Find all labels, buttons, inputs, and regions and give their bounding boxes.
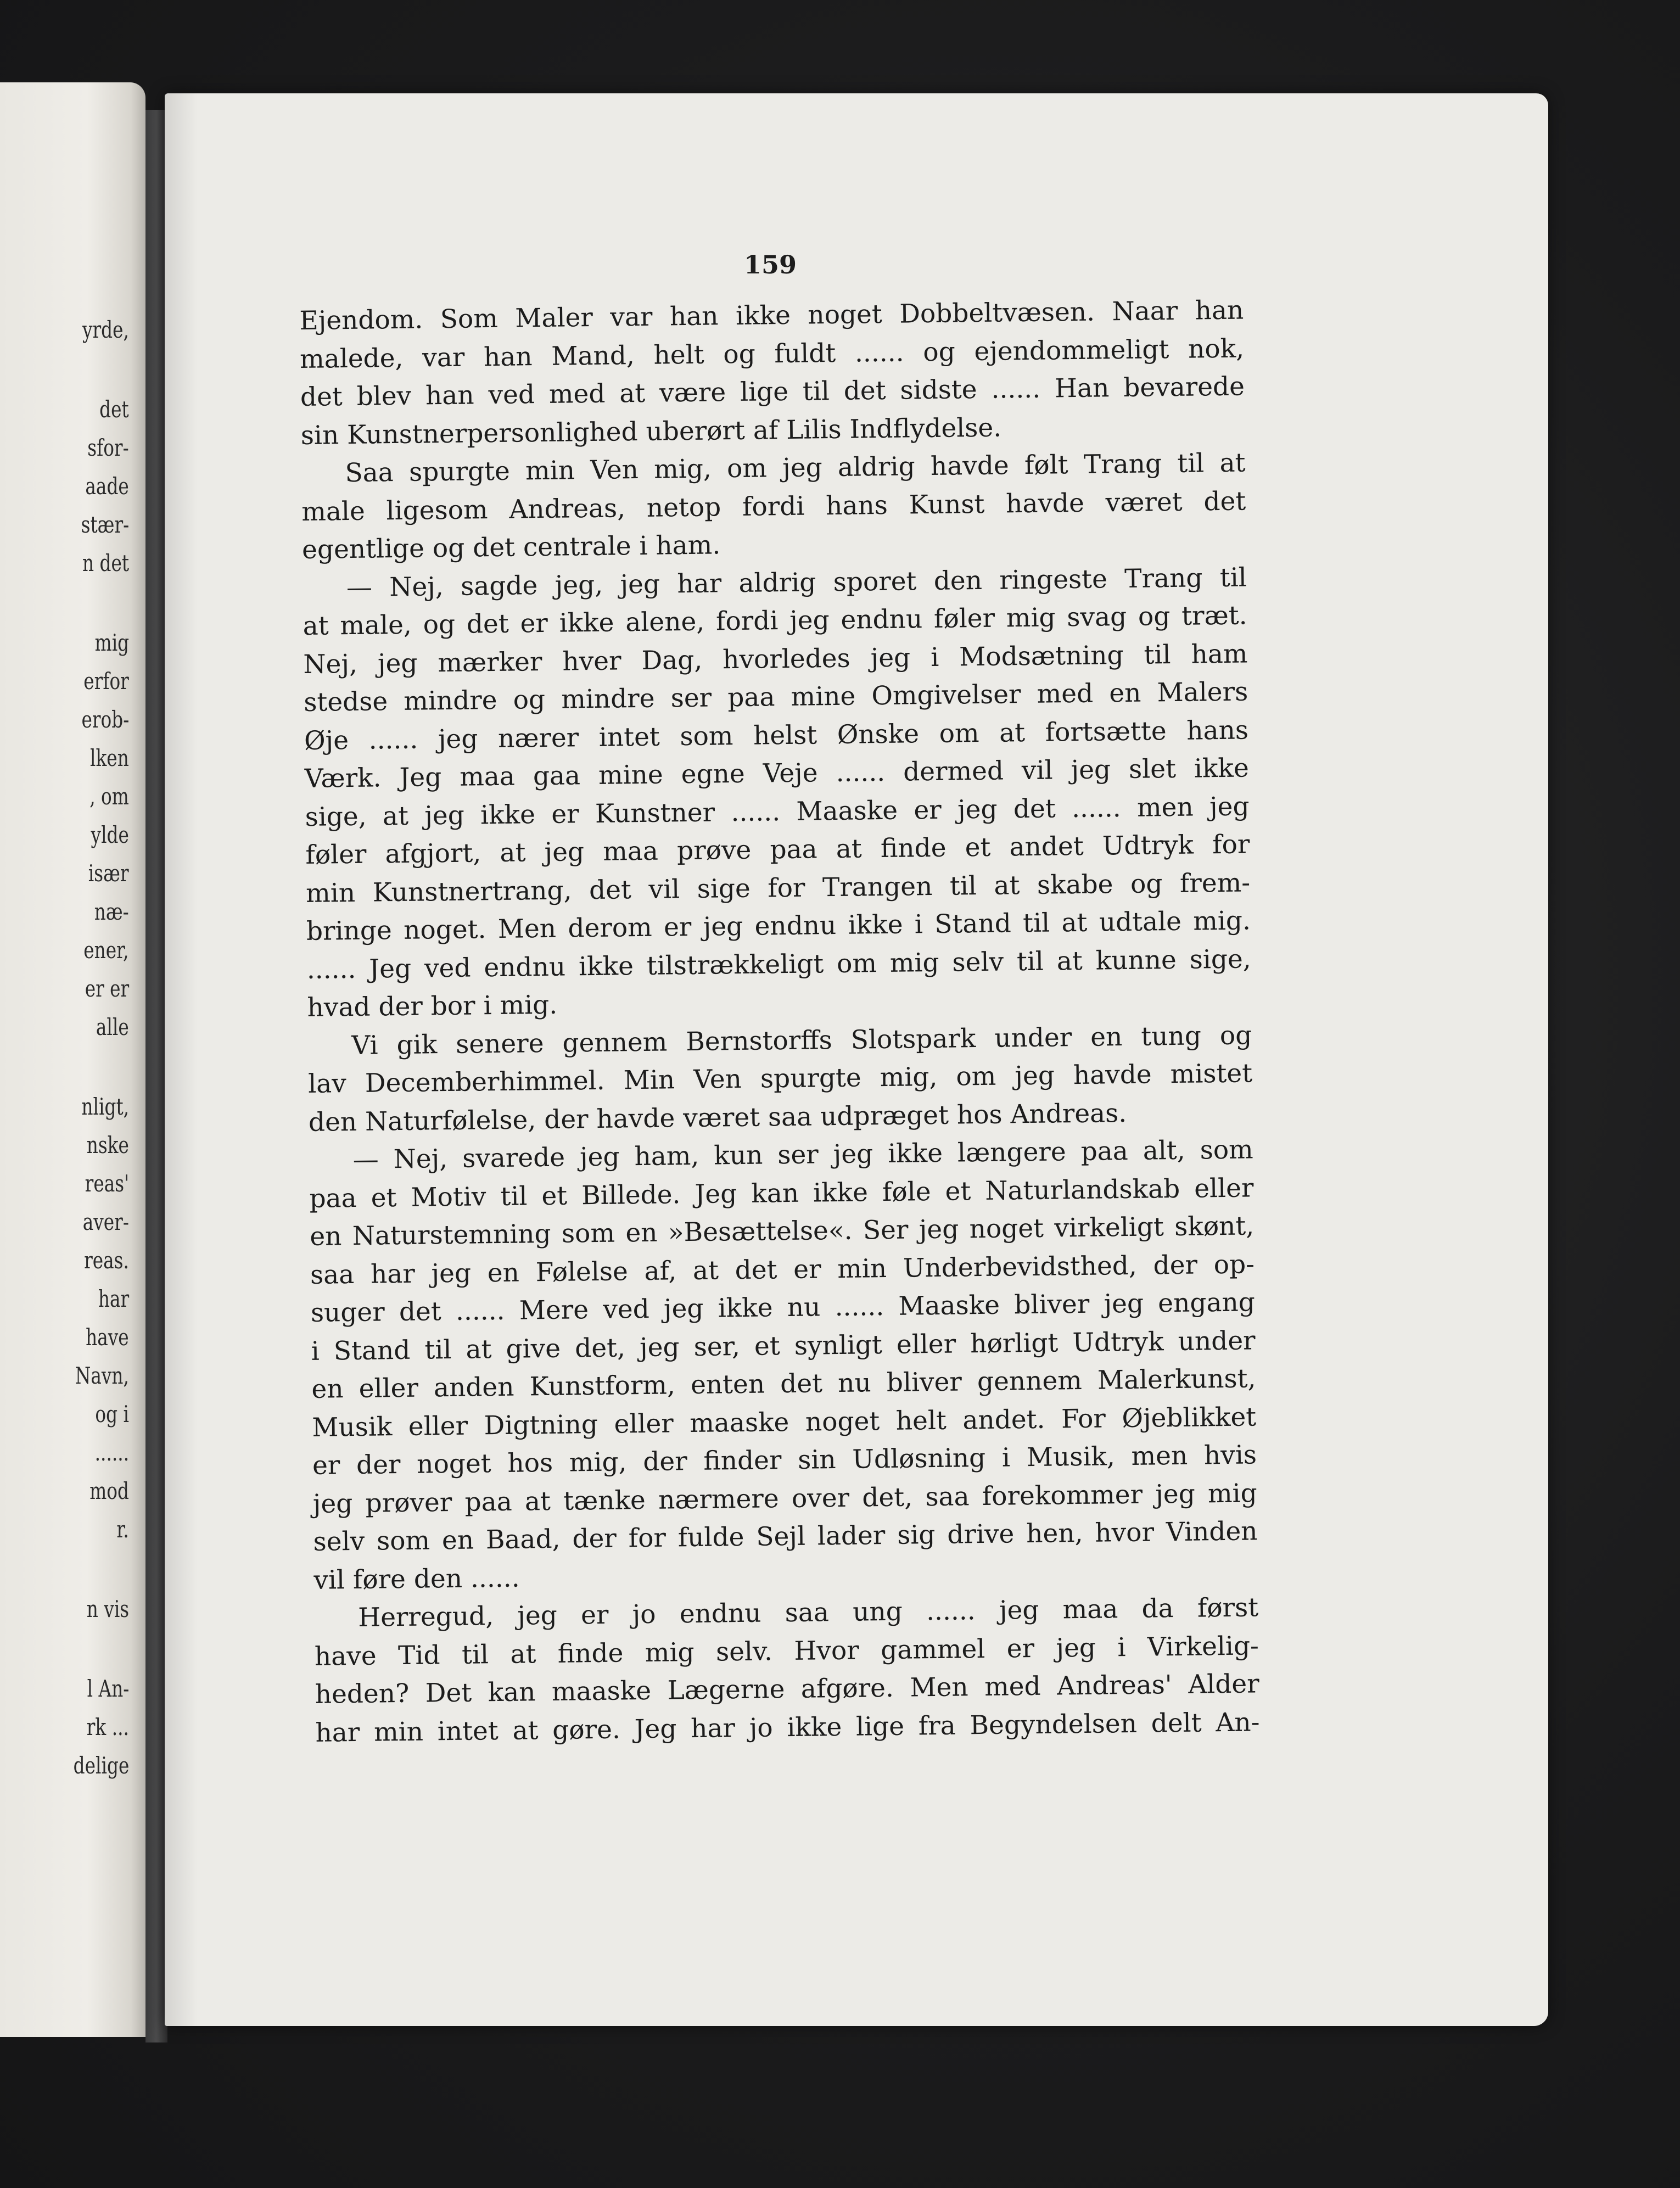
left-page-fragment: reas. — [84, 1247, 129, 1274]
text-line: have Tid til at finde mig selv. Hvor gammel er jeg i Virkelig- — [314, 1630, 1259, 1672]
left-page-fragment: erob- — [81, 706, 129, 733]
text-line: at male, og det er ikke alene, fordi jeg endnu føler mig svag og træt. — [303, 600, 1247, 641]
left-page-fragment: nske — [86, 1132, 129, 1159]
left-page-fragment: l An- — [87, 1675, 129, 1702]
left-page-fragment: n det — [82, 550, 129, 577]
text-line: sin Kunstnerpersonlighed uberørt af Lilis Indflydelse. — [300, 412, 1002, 451]
book-spine — [145, 110, 167, 2042]
text-line: egentlige og det centrale i ham. — [301, 530, 721, 565]
text-line: en eller anden Kunstform, enten det nu bliver gennem Malerkunst, — [311, 1363, 1256, 1404]
left-page-fragment: næ- — [94, 898, 129, 925]
text-line: den Naturfølelse, der havde været saa udpræget hos Andreas. — [308, 1098, 1127, 1138]
left-page-fragment: erfor — [83, 668, 129, 695]
left-page-fragment: yrde, — [82, 316, 129, 343]
text-line: — Nej, sagde jeg, jeg har aldrig sporet den ringeste Trang til — [346, 562, 1247, 603]
left-page-fragment: ...... — [94, 1439, 129, 1466]
text-line: paa et Motiv til et Billede. Jeg kan ikke føle et Naturlandskab eller — [309, 1172, 1254, 1214]
left-page-fragment: have — [86, 1324, 129, 1351]
left-page-fragment: mig — [94, 629, 129, 656]
text-line: Musik eller Digtning eller maaske noget helt andet. For Øjeblikket — [311, 1401, 1257, 1443]
left-page-fragment: sfor- — [87, 434, 129, 461]
text-line: i Stand til at give det, jeg ser, et synligt eller hørligt Udtryk under — [311, 1325, 1256, 1367]
text-line: malede, var han Mand, helt og fuldt ...... og ejendommeligt nok, — [299, 333, 1245, 374]
left-page-fragment: delige — [73, 1752, 129, 1779]
left-page-fragment: har — [98, 1285, 129, 1312]
left-page-fragment: det — [99, 396, 129, 423]
text-line: vil føre den ...... — [313, 1563, 520, 1596]
left-page-fragment: mod — [89, 1478, 129, 1504]
text-line: det blev han ved med at være lige til det sidste ...... Han bevarede — [300, 371, 1245, 412]
left-page-fragment: nligt, — [81, 1093, 129, 1120]
text-line: stedse mindre og mindre ser paa mine Omgivelser med en Malers — [303, 676, 1248, 718]
left-page-fragment: især — [88, 860, 129, 887]
left-page-fragment: ener, — [83, 937, 129, 964]
text-line: saa har jeg en Følelse af, at det er min Underbevidsthed, der op- — [310, 1249, 1255, 1290]
text-line: heden? Det kan maaske Lægerne afgøre. Men med Andreas' Alder — [315, 1669, 1259, 1710]
text-line: Nej, jeg mærker hver Dag, hvorledes jeg i Modsætning til ham — [303, 638, 1248, 680]
text-line: Herregud, jeg er jo endnu saa ung ...... jeg maa da først — [357, 1592, 1259, 1633]
body-text — [299, 291, 1260, 1751]
text-line: Saa spurgte min Ven mig, om jeg aldrig havde følt Trang til at — [345, 447, 1246, 489]
left-page-fragment: ylde — [91, 821, 129, 848]
text-line: selv som en Baad, der for fulde Sejl lader sig drive hen, hvor Vinden — [313, 1516, 1258, 1557]
text-line: — Nej, svarede jeg ham, kun ser jeg ikke længere paa alt, som — [352, 1134, 1253, 1175]
text-line: Værk. Jeg maa gaa mine egne Veje ...... dermed vil jeg slet ikke — [304, 753, 1250, 794]
text-line: ...... Jeg ved endnu ikke tilstrækkeligt om mig selv til at kunne sige, — [306, 943, 1251, 985]
text-line: Vi gik senere gennem Bernstorffs Slotspark under en tung og — [351, 1020, 1252, 1061]
text-line: min Kunstnertrang, det vil sige for Trangen til at skabe og frem- — [305, 867, 1251, 909]
left-page-fragment: alle — [96, 1014, 129, 1040]
text-line: en Naturstemning som en »Besættelse«. Ser jeg noget virkeligt skønt, — [310, 1211, 1255, 1252]
left-page-fragment: er er — [85, 975, 129, 1002]
left-page-fragment: n vis — [86, 1596, 129, 1622]
text-line: jeg prøver paa at tænke nærmere over det, saa forekommer jeg mig — [312, 1478, 1258, 1519]
text-line: har min intet at gøre. Jeg har jo ikke lige fra Begyndelsen delt An- — [315, 1706, 1260, 1748]
left-page-fragment: lken — [90, 745, 129, 771]
text-line: bringe noget. Men derom er jeg endnu ikke i Stand til at udtale mig. — [306, 905, 1251, 947]
left-page-fragment: rk ... — [86, 1714, 129, 1741]
left-page-fragment: stær- — [81, 511, 129, 538]
left-page — [0, 82, 145, 2037]
left-page-fragment: og i — [95, 1401, 129, 1428]
left-page-fragment: aver- — [82, 1208, 129, 1235]
text-line: suger det ...... Mere ved jeg ikke nu ...... Maaske bliver jeg engang — [310, 1287, 1256, 1328]
left-page-fragment: aade — [85, 473, 129, 500]
left-page-fragment: Navn, — [75, 1362, 129, 1389]
text-line: er der noget hos mig, der finder sin Udløsning i Musik, men hvis — [312, 1440, 1257, 1481]
text-line: hvad der bor i mig. — [307, 989, 558, 1023]
text-line: Øje ...... jeg nærer intet som helst Ønske om at fortsætte hans — [304, 714, 1249, 756]
text-line: lav Decemberhimmel. Min Ven spurgte mig, om jeg havde mistet — [307, 1058, 1253, 1099]
page-number: 159 — [744, 250, 797, 279]
text-line: male ligesom Andreas, netop fordi hans Kunst havde været det — [301, 485, 1246, 527]
text-line: føler afgjort, at jeg maa prøve paa at finde et andet Udtryk for — [305, 829, 1250, 870]
text-line: Ejendom. Som Maler var han ikke noget Dobbeltvæsen. Naar han — [299, 295, 1244, 336]
left-page-fragment: reas' — [85, 1170, 129, 1197]
left-page-fragment: r. — [116, 1516, 129, 1543]
left-page-fragment: , om — [89, 783, 129, 810]
text-line: sige, at jeg ikke er Kunstner ...... Maaske er jeg det ...... men jeg — [305, 791, 1250, 832]
